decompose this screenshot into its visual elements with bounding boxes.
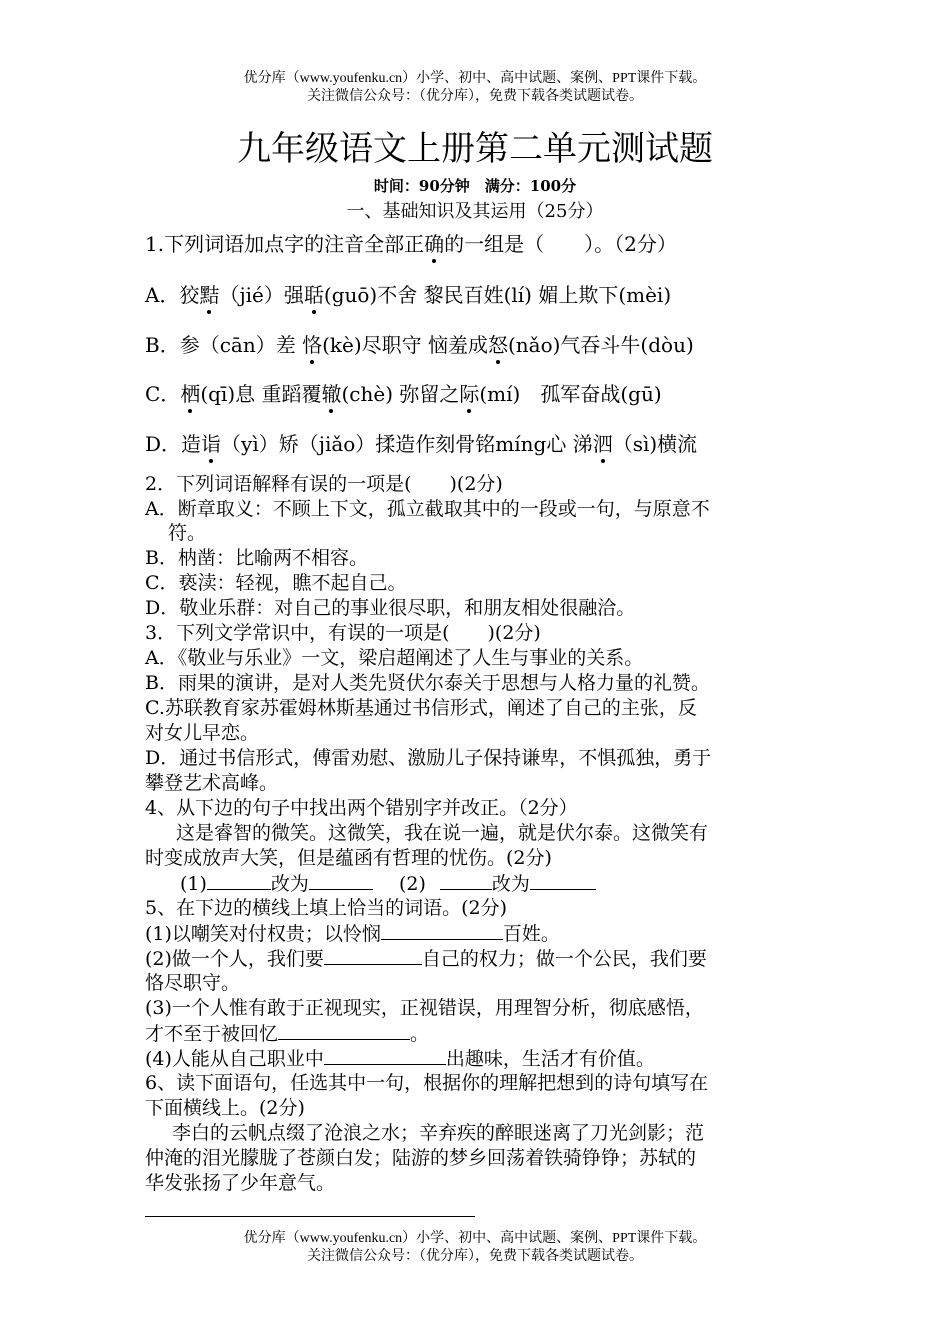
question-3-option-d-cont: 攀登艺术高峰。 <box>145 772 279 794</box>
question-1-option-b: B．参（cān）差 恪(kè)尽职守 恼羞成怒(nǎo)气吞斗牛(dòu) <box>145 333 694 357</box>
question-5-item-4: (4)人能从自己职业中 出趣味，生活才有价值。 <box>145 1048 655 1070</box>
question-6-stem-cont: 下面横线上。(2分) <box>145 1097 305 1119</box>
question-6-stem: 6、读下面语句，任选其中一句，根据你的理解把想到的诗句填写在 <box>145 1072 709 1094</box>
question-4-answer-line: (1) 改为 (2) 改为 <box>180 871 845 897</box>
question-2-option-d: D．敬业乐群：对自己的事业很尽职，和朋友相处很融洽。 <box>145 597 636 619</box>
footer-line-2: 关注微信公众号：（优分库），免费下载各类试题试卷。 <box>307 1249 643 1264</box>
question-1-option-a: A．狡黠（jié）强聒(guō)不舍 黎民百姓(lí) 媚上欺下(mèi) <box>145 283 672 307</box>
question-6-passage-1: 李白的云帆点缀了沧浪之水；辛弃疾的醉眼迷离了刀光剑影；范 <box>172 1122 705 1144</box>
question-3-option-d: D．通过书信形式，傅雷劝慰、激励儿子保持谦卑，不惧孤独，勇于 <box>145 747 712 769</box>
question-5-item-3: (3)一个人惟有敢于正视现实，正视错误，用理智分析，彻底感悟， <box>145 997 704 1019</box>
question-5-item-1: (1)以嘲笑对付权贵；以怜悯 百姓。 <box>145 923 560 945</box>
question-1-stem: 1.下列词语加点字的注音全部正确的一组是（ ）。（2分） <box>145 232 677 256</box>
answer-blank-4[interactable] <box>530 871 596 890</box>
question-5-item-2: (2)做一个人，我们要 自己的权力；做一个公民，我们要 <box>145 948 707 970</box>
question-6-passage-2: 仲淹的泪光朦胧了苍颜白发；陆游的梦乡回荡着铁骑铮铮；苏轼的 <box>145 1147 697 1169</box>
section-heading: 一、基础知识及其运用（25分） <box>346 201 604 222</box>
question-3-option-a: A．《敬业与乐业》一文，梁启超阐述了人生与事业的关系。 <box>145 647 644 669</box>
answer-blank-3[interactable] <box>440 871 492 890</box>
question-3-option-c: C.苏联教育家苏霍姆林斯基通过书信形式，阐述了自己的主张，反 <box>145 697 697 719</box>
question-4-stem: 4、从下边的句子中找出两个错别字并改正。（2分） <box>145 797 578 819</box>
question-3-option-b: B．雨果的演讲，是对人类先贤伏尔泰关于思想与人格力量的礼赞。 <box>145 672 710 694</box>
question-4-passage-1: 这是睿智的微笑。这微笑，我在说一遍，就是伏尔泰。这微笑有 <box>176 822 709 844</box>
header-line-1: 优分库（www.youfenku.cn）小学、初中、高中试题、案例、PPT课件下载。 <box>243 71 707 86</box>
question-3-option-c-cont: 对女儿早恋。 <box>145 722 260 744</box>
fill-blank-2[interactable] <box>324 946 422 965</box>
page-title: 九年级语文上册第二单元测试题 <box>237 129 713 169</box>
question-4-passage-2: 时变成放声大笑，但是蕴函有哲理的忧伤。(2分) <box>145 847 552 869</box>
fill-blank-4[interactable] <box>324 1046 446 1065</box>
fill-blank-1[interactable] <box>381 921 503 940</box>
question-5-item-2-cont: 恪尽职守。 <box>145 972 241 994</box>
question-2-option-b: B．枘凿：比喻两不相容。 <box>145 547 368 569</box>
fill-blank-3[interactable] <box>278 1021 410 1040</box>
header-line-2: 关注微信公众号：（优分库），免费下载各类试题试卷。 <box>307 89 643 104</box>
footer-line-1: 优分库（www.youfenku.cn）小学、初中、高中试题、案例、PPT课件下载。 <box>243 1231 707 1246</box>
question-5-stem: 5、在下边的横线上填上恰当的词语。(2分) <box>145 897 508 919</box>
exam-info: 时间：90分钟 满分：100分 <box>373 177 577 195</box>
question-2-option-c: C．亵渎：轻视，瞧不起自己。 <box>145 572 407 594</box>
question-6-passage-3: 华发张扬了少年意气。 <box>145 1172 336 1194</box>
question-2-option-a: A．断章取义：不顾上下文，孤立截取其中的一段或一句，与原意不 <box>145 498 710 520</box>
question-2-option-a-cont: 符。 <box>168 522 207 544</box>
answer-blank-2[interactable] <box>309 871 373 890</box>
footnote-divider <box>145 1216 475 1217</box>
question-1-option-c: C．栖(qī)息 重蹈覆辙(chè) 弥留之际(mí) 孤军奋战(gū) <box>145 382 662 406</box>
question-5-item-3-cont: 才不至于被回忆 。 <box>145 1023 430 1045</box>
question-3-stem: 3．下列文学常识中，有误的一项是( )(2分) <box>145 622 541 644</box>
question-2-stem: 2．下列词语解释有误的一项是( )(2分) <box>145 473 503 495</box>
question-1-option-d: D．造诣（yì）矫（jiǎo）揉造作刻骨铭míng心 涕泗（sì)横流 <box>145 432 698 456</box>
answer-blank-1[interactable] <box>207 871 271 890</box>
